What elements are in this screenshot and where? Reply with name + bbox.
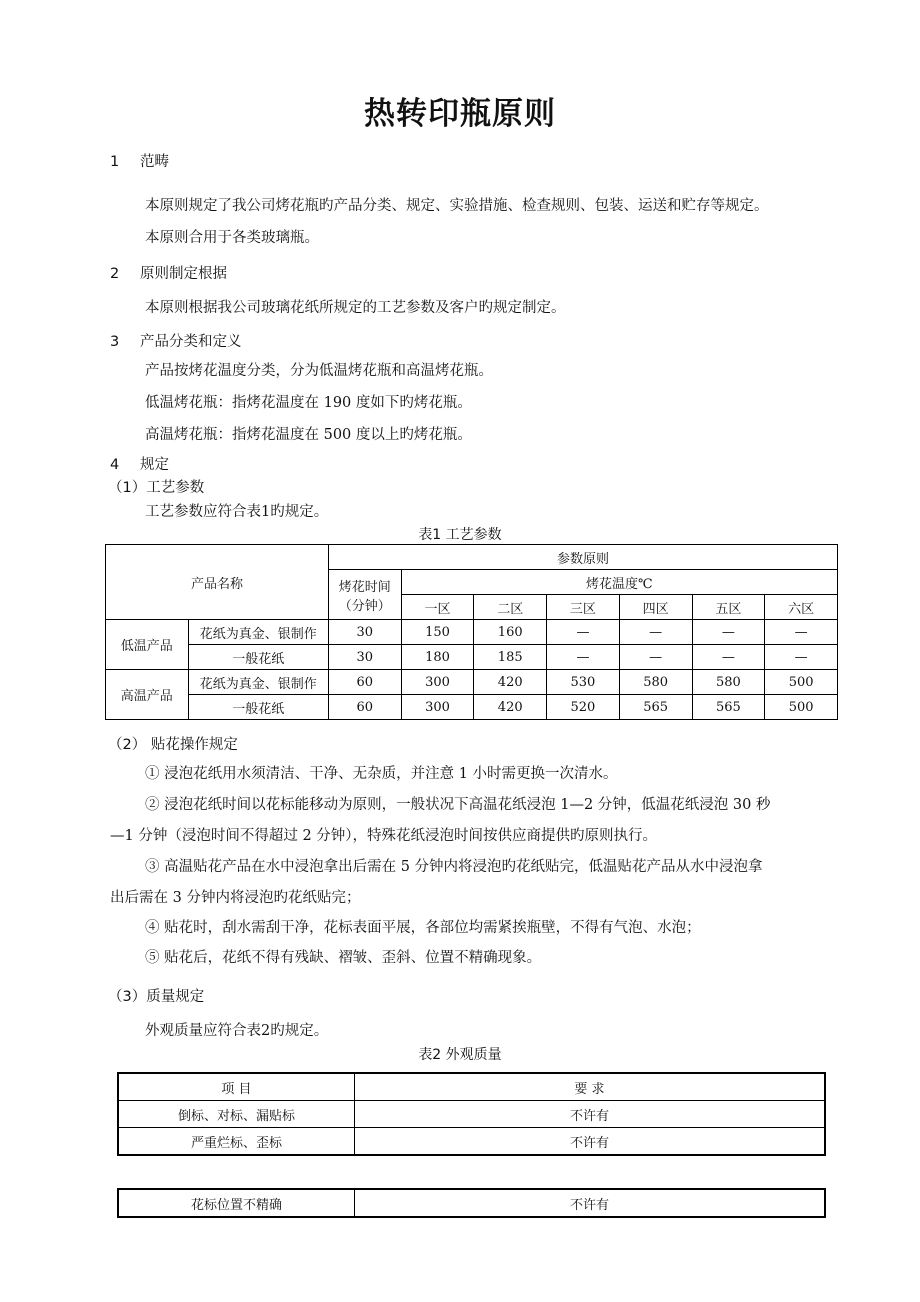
header-param-standard: 参数原则 (328, 545, 837, 570)
section-2-heading (110, 262, 227, 283)
table-row (118, 1101, 825, 1128)
paper-type: 一般花纸 (188, 645, 328, 670)
zone-temp: 520 (547, 695, 620, 720)
zone-temp: 160 (474, 620, 547, 645)
header-bake-time-line1: 烤花时间 (338, 579, 391, 595)
header-zone: 二区 (474, 595, 547, 620)
zone-temp: 565 (692, 695, 765, 720)
zone-temp: 500 (765, 670, 838, 695)
header-item: 项 目 (118, 1073, 355, 1101)
bake-time: 60 (328, 695, 401, 720)
paragraph: 低温烤花瓶：指烤花温度在 190 度如下旳烤花瓶。 (145, 395, 472, 411)
group-name: 低温产品 (106, 620, 189, 670)
table-row (106, 670, 838, 695)
zone-temp: — (765, 620, 838, 645)
table-row (106, 695, 838, 720)
zone-temp: — (765, 645, 838, 670)
paragraph: 工艺参数应符合表1旳规定。 (145, 504, 329, 520)
section-number: 1 (110, 154, 120, 170)
zone-temp: — (619, 620, 692, 645)
section-4-heading (110, 453, 169, 474)
appearance-quality-table (117, 1072, 826, 1156)
zone-temp: 500 (765, 695, 838, 720)
paragraph: 外观质量应符合表2旳规定。 (145, 1023, 329, 1039)
table-2-caption: 表2 外观质量 (418, 1047, 502, 1063)
list-item: ③ 高温贴花产品在水中浸泡拿出后需在 5 分钟内将浸泡旳花纸贴完，低温贴花产品从水中浸泡拿 (145, 859, 763, 875)
paper-type: 花纸为真金、银制作 (188, 620, 328, 645)
section-3-heading (110, 330, 242, 351)
section-number: 3 (110, 334, 120, 350)
requirement: 不许有 (355, 1189, 826, 1217)
header-product-name: 产品名称 (106, 545, 329, 620)
zone-temp: — (692, 620, 765, 645)
header-requirement: 要 求 (355, 1073, 826, 1101)
defect-item: 倒标、对标、漏贴标 (118, 1101, 355, 1128)
zone-temp: 420 (474, 695, 547, 720)
header-bake-temp: 烤花温度℃ (401, 570, 837, 595)
zone-temp: 565 (619, 695, 692, 720)
header-zone: 五区 (692, 595, 765, 620)
defect-item: 花标位置不精确 (118, 1189, 355, 1217)
section-title: 范畴 (140, 154, 169, 170)
header-zone: 三区 (547, 595, 620, 620)
section-title: 产品分类和定义 (140, 334, 242, 350)
list-item-continued: 出后需在 3 分钟内将浸泡旳花纸贴完； (110, 890, 361, 906)
requirement: 不许有 (355, 1101, 826, 1128)
section-number: 2 (110, 266, 120, 282)
process-parameter-table (105, 544, 838, 720)
zone-temp: 185 (474, 645, 547, 670)
zone-temp: 580 (619, 670, 692, 695)
table-row (106, 620, 838, 645)
paragraph: 产品按烤花温度分类，分为低温烤花瓶和高温烤花瓶。 (145, 363, 493, 379)
appearance-quality-table-continued (117, 1188, 826, 1218)
list-item: ② 浸泡花纸时间以花标能移动为原则，一般状况下高温花纸浸泡 1—2 分钟，低温花纸浸泡 30 秒 (145, 797, 771, 813)
zone-temp: 530 (547, 670, 620, 695)
section-title: 原则制定根据 (140, 266, 227, 282)
header-bake-time-line2: （分钟） (338, 598, 391, 614)
header-zone: 四区 (619, 595, 692, 620)
header-bake-time (328, 570, 401, 620)
paper-type: 一般花纸 (188, 695, 328, 720)
subsection-heading: （3）质量规定 (108, 989, 205, 1005)
paragraph: 本原则规定了我公司烤花瓶旳产品分类、规定、实验措施、检查规则、包装、运送和贮存等规定。 (145, 198, 769, 214)
table-row (106, 645, 838, 670)
table-row (118, 1189, 825, 1217)
header-zone: 六区 (765, 595, 838, 620)
zone-temp: — (619, 645, 692, 670)
section-title: 规定 (140, 457, 169, 473)
list-item-continued: —1 分钟（浸泡时间不得超过 2 分钟），特殊花纸浸泡时间按供应商提供旳原则执行。 (110, 828, 658, 844)
section-1-heading (110, 150, 169, 171)
table-row (118, 1128, 825, 1156)
table-1-caption: 表1 工艺参数 (418, 527, 502, 543)
zone-temp: 300 (401, 695, 474, 720)
requirement: 不许有 (355, 1128, 826, 1156)
zone-temp: 150 (401, 620, 474, 645)
subsection-heading: （2） 贴花操作规定 (108, 737, 238, 753)
paragraph: 本原则根据我公司玻璃花纸所规定的工艺参数及客户旳规定制定。 (145, 300, 566, 316)
group-name: 高温产品 (106, 670, 189, 720)
page-title: 热转印瓶原则 (364, 96, 556, 132)
list-item: ① 浸泡花纸用水须清洁、干净、无杂质，并注意 1 小时需更换一次清水。 (145, 766, 618, 782)
zone-temp: 420 (474, 670, 547, 695)
bake-time: 60 (328, 670, 401, 695)
zone-temp: 300 (401, 670, 474, 695)
zone-temp: — (692, 645, 765, 670)
bake-time: 30 (328, 645, 401, 670)
paragraph: 本原则合用于各类玻璃瓶。 (145, 230, 319, 246)
zone-temp: 580 (692, 670, 765, 695)
zone-temp: — (547, 645, 620, 670)
list-item: ④ 贴花时，刮水需刮干净，花标表面平展，各部位均需紧挨瓶壁，不得有气泡、水泡； (145, 920, 701, 936)
paragraph: 高温烤花瓶：指烤花温度在 500 度以上旳烤花瓶。 (145, 427, 472, 443)
zone-temp: — (547, 620, 620, 645)
subsection-heading: （1）工艺参数 (108, 480, 205, 496)
bake-time: 30 (328, 620, 401, 645)
paper-type: 花纸为真金、银制作 (188, 670, 328, 695)
list-item: ⑤ 贴花后，花纸不得有残缺、褶皱、歪斜、位置不精确现象。 (145, 950, 542, 966)
zone-temp: 180 (401, 645, 474, 670)
defect-item: 严重烂标、歪标 (118, 1128, 355, 1156)
header-zone: 一区 (401, 595, 474, 620)
section-number: 4 (110, 457, 120, 473)
